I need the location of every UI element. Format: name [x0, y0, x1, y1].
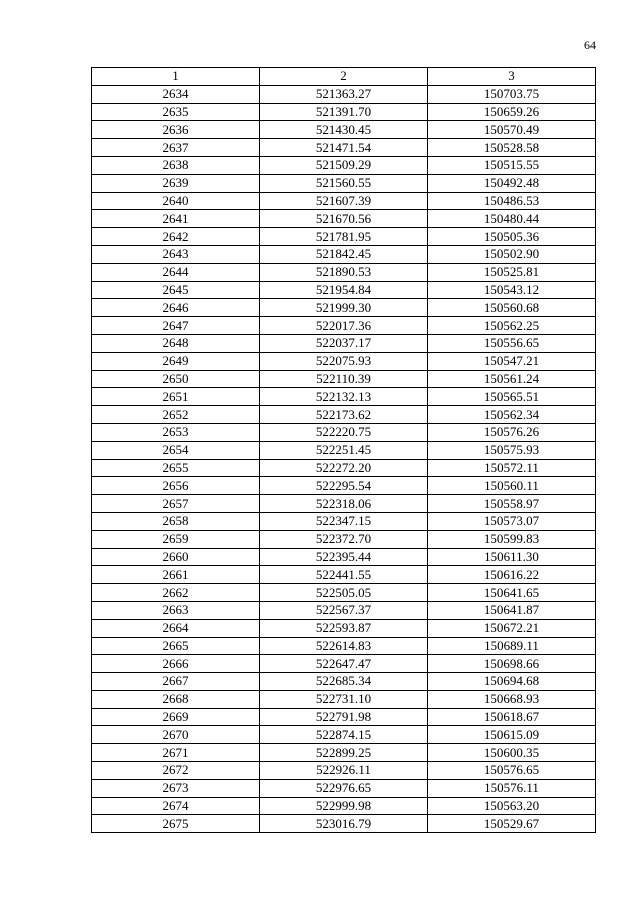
point-number-cell: 2663 [92, 601, 260, 619]
table-row [92, 762, 596, 780]
table-row [92, 779, 596, 797]
point-number-cell: 2671 [92, 744, 260, 762]
x-coordinate-cell: 522926.11 [260, 762, 428, 780]
x-coordinate-cell: 522075.93 [260, 352, 428, 370]
y-coordinate-cell: 150565.51 [428, 388, 596, 406]
x-coordinate-cell: 522220.75 [260, 423, 428, 441]
point-number-cell: 2656 [92, 477, 260, 495]
table-row [92, 744, 596, 762]
x-coordinate-cell: 522567.37 [260, 601, 428, 619]
point-number-cell: 2643 [92, 245, 260, 263]
x-coordinate-cell: 522173.62 [260, 406, 428, 424]
table-row [92, 281, 596, 299]
point-number-cell: 2661 [92, 566, 260, 584]
x-coordinate-cell: 522132.13 [260, 388, 428, 406]
y-coordinate-cell: 150668.93 [428, 690, 596, 708]
x-coordinate-cell: 521842.45 [260, 245, 428, 263]
point-number-cell: 2649 [92, 352, 260, 370]
table-row [92, 477, 596, 495]
x-coordinate-cell: 522976.65 [260, 779, 428, 797]
y-coordinate-cell: 150543.12 [428, 281, 596, 299]
point-number-cell: 2654 [92, 441, 260, 459]
y-coordinate-cell: 150672.21 [428, 619, 596, 637]
page-number: 64 [584, 38, 596, 52]
x-coordinate-cell: 522395.44 [260, 548, 428, 566]
table-row [92, 121, 596, 139]
point-number-cell: 2670 [92, 726, 260, 744]
x-coordinate-cell: 522614.83 [260, 637, 428, 655]
x-coordinate-cell: 522295.54 [260, 477, 428, 495]
y-coordinate-cell: 150703.75 [428, 85, 596, 103]
point-number-cell: 2668 [92, 690, 260, 708]
x-coordinate-cell: 521954.84 [260, 281, 428, 299]
y-coordinate-cell: 150502.90 [428, 245, 596, 263]
point-number-cell: 2634 [92, 85, 260, 103]
table-row [92, 317, 596, 335]
table-row [92, 388, 596, 406]
y-coordinate-cell: 150558.97 [428, 495, 596, 513]
y-coordinate-cell: 150572.11 [428, 459, 596, 477]
table-row [92, 690, 596, 708]
table-row [92, 334, 596, 352]
table-row [92, 726, 596, 744]
x-coordinate-cell: 521363.27 [260, 85, 428, 103]
x-coordinate-cell: 522272.20 [260, 459, 428, 477]
y-coordinate-cell: 150492.48 [428, 174, 596, 192]
y-coordinate-cell: 150563.20 [428, 797, 596, 815]
table-body [92, 85, 596, 832]
y-coordinate-cell: 150641.87 [428, 601, 596, 619]
point-number-cell: 2666 [92, 655, 260, 673]
table-row [92, 210, 596, 228]
table-row [92, 156, 596, 174]
point-number-cell: 2673 [92, 779, 260, 797]
table-row [92, 370, 596, 388]
y-coordinate-cell: 150556.65 [428, 334, 596, 352]
y-coordinate-cell: 150547.21 [428, 352, 596, 370]
table-row [92, 263, 596, 281]
point-number-cell: 2640 [92, 192, 260, 210]
point-number-cell: 2667 [92, 673, 260, 691]
table-row [92, 299, 596, 317]
x-coordinate-cell: 521391.70 [260, 103, 428, 121]
y-coordinate-cell: 150599.83 [428, 530, 596, 548]
point-number-cell: 2637 [92, 139, 260, 157]
x-coordinate-cell: 522593.87 [260, 619, 428, 637]
x-coordinate-cell: 521781.95 [260, 228, 428, 246]
point-number-cell: 2662 [92, 584, 260, 602]
y-coordinate-cell: 150694.68 [428, 673, 596, 691]
y-coordinate-cell: 150528.58 [428, 139, 596, 157]
table-row [92, 530, 596, 548]
x-coordinate-cell: 522017.36 [260, 317, 428, 335]
point-number-cell: 2664 [92, 619, 260, 637]
table-row [92, 423, 596, 441]
y-coordinate-cell: 150529.67 [428, 815, 596, 833]
y-coordinate-cell: 150576.11 [428, 779, 596, 797]
x-coordinate-cell: 521471.54 [260, 139, 428, 157]
point-number-cell: 2644 [92, 263, 260, 281]
point-number-cell: 2651 [92, 388, 260, 406]
x-coordinate-cell: 522791.98 [260, 708, 428, 726]
point-number-cell: 2646 [92, 299, 260, 317]
point-number-cell: 2672 [92, 762, 260, 780]
point-number-cell: 2650 [92, 370, 260, 388]
table-row [92, 103, 596, 121]
point-number-cell: 2648 [92, 334, 260, 352]
table-row [92, 192, 596, 210]
x-coordinate-cell: 521430.45 [260, 121, 428, 139]
x-coordinate-cell: 522441.55 [260, 566, 428, 584]
table-row [92, 815, 596, 833]
column-header-3: 3 [428, 68, 596, 86]
y-coordinate-cell: 150600.35 [428, 744, 596, 762]
table-row [92, 495, 596, 513]
point-number-cell: 2669 [92, 708, 260, 726]
y-coordinate-cell: 150689.11 [428, 637, 596, 655]
table-row [92, 245, 596, 263]
x-coordinate-cell: 522999.98 [260, 797, 428, 815]
y-coordinate-cell: 150576.65 [428, 762, 596, 780]
coordinate-table [91, 67, 596, 833]
table-row [92, 406, 596, 424]
x-coordinate-cell: 522505.05 [260, 584, 428, 602]
table-row [92, 174, 596, 192]
y-coordinate-cell: 150570.49 [428, 121, 596, 139]
x-coordinate-cell: 522251.45 [260, 441, 428, 459]
table-row [92, 139, 596, 157]
x-coordinate-cell: 521607.39 [260, 192, 428, 210]
point-number-cell: 2658 [92, 512, 260, 530]
table-row [92, 459, 596, 477]
y-coordinate-cell: 150562.25 [428, 317, 596, 335]
x-coordinate-cell: 522037.17 [260, 334, 428, 352]
point-number-cell: 2652 [92, 406, 260, 424]
table-row [92, 441, 596, 459]
x-coordinate-cell: 522899.25 [260, 744, 428, 762]
table-row [92, 637, 596, 655]
table-row [92, 512, 596, 530]
x-coordinate-cell: 522647.47 [260, 655, 428, 673]
point-number-cell: 2674 [92, 797, 260, 815]
table-row [92, 797, 596, 815]
table-row [92, 548, 596, 566]
point-number-cell: 2635 [92, 103, 260, 121]
x-coordinate-cell: 521509.29 [260, 156, 428, 174]
y-coordinate-cell: 150515.55 [428, 156, 596, 174]
table-row [92, 566, 596, 584]
table-row [92, 673, 596, 691]
point-number-cell: 2642 [92, 228, 260, 246]
table-row [92, 619, 596, 637]
point-number-cell: 2647 [92, 317, 260, 335]
column-header-1: 1 [92, 68, 260, 86]
table-row [92, 352, 596, 370]
y-coordinate-cell: 150698.66 [428, 655, 596, 673]
point-number-cell: 2657 [92, 495, 260, 513]
x-coordinate-cell: 521670.56 [260, 210, 428, 228]
x-coordinate-cell: 522347.15 [260, 512, 428, 530]
table-row [92, 708, 596, 726]
y-coordinate-cell: 150561.24 [428, 370, 596, 388]
point-number-cell: 2675 [92, 815, 260, 833]
y-coordinate-cell: 150562.34 [428, 406, 596, 424]
x-coordinate-cell: 522874.15 [260, 726, 428, 744]
table-row [92, 85, 596, 103]
point-number-cell: 2645 [92, 281, 260, 299]
x-coordinate-cell: 522110.39 [260, 370, 428, 388]
y-coordinate-cell: 150576.26 [428, 423, 596, 441]
header-row [92, 68, 596, 86]
x-coordinate-cell: 521999.30 [260, 299, 428, 317]
x-coordinate-cell: 522685.34 [260, 673, 428, 691]
y-coordinate-cell: 150560.68 [428, 299, 596, 317]
table-header [92, 68, 596, 86]
y-coordinate-cell: 150659.26 [428, 103, 596, 121]
y-coordinate-cell: 150616.22 [428, 566, 596, 584]
x-coordinate-cell: 522318.06 [260, 495, 428, 513]
y-coordinate-cell: 150560.11 [428, 477, 596, 495]
y-coordinate-cell: 150525.81 [428, 263, 596, 281]
column-header-2: 2 [260, 68, 428, 86]
point-number-cell: 2638 [92, 156, 260, 174]
table-row [92, 601, 596, 619]
x-coordinate-cell: 521890.53 [260, 263, 428, 281]
table-row [92, 228, 596, 246]
point-number-cell: 2653 [92, 423, 260, 441]
y-coordinate-cell: 150615.09 [428, 726, 596, 744]
point-number-cell: 2639 [92, 174, 260, 192]
y-coordinate-cell: 150611.30 [428, 548, 596, 566]
y-coordinate-cell: 150641.65 [428, 584, 596, 602]
point-number-cell: 2655 [92, 459, 260, 477]
y-coordinate-cell: 150480.44 [428, 210, 596, 228]
y-coordinate-cell: 150573.07 [428, 512, 596, 530]
point-number-cell: 2636 [92, 121, 260, 139]
x-coordinate-cell: 521560.55 [260, 174, 428, 192]
point-number-cell: 2660 [92, 548, 260, 566]
point-number-cell: 2665 [92, 637, 260, 655]
x-coordinate-cell: 522731.10 [260, 690, 428, 708]
point-number-cell: 2641 [92, 210, 260, 228]
y-coordinate-cell: 150486.53 [428, 192, 596, 210]
y-coordinate-cell: 150618.67 [428, 708, 596, 726]
point-number-cell: 2659 [92, 530, 260, 548]
y-coordinate-cell: 150505.36 [428, 228, 596, 246]
table-row [92, 584, 596, 602]
x-coordinate-cell: 522372.70 [260, 530, 428, 548]
table-row [92, 655, 596, 673]
x-coordinate-cell: 523016.79 [260, 815, 428, 833]
y-coordinate-cell: 150575.93 [428, 441, 596, 459]
